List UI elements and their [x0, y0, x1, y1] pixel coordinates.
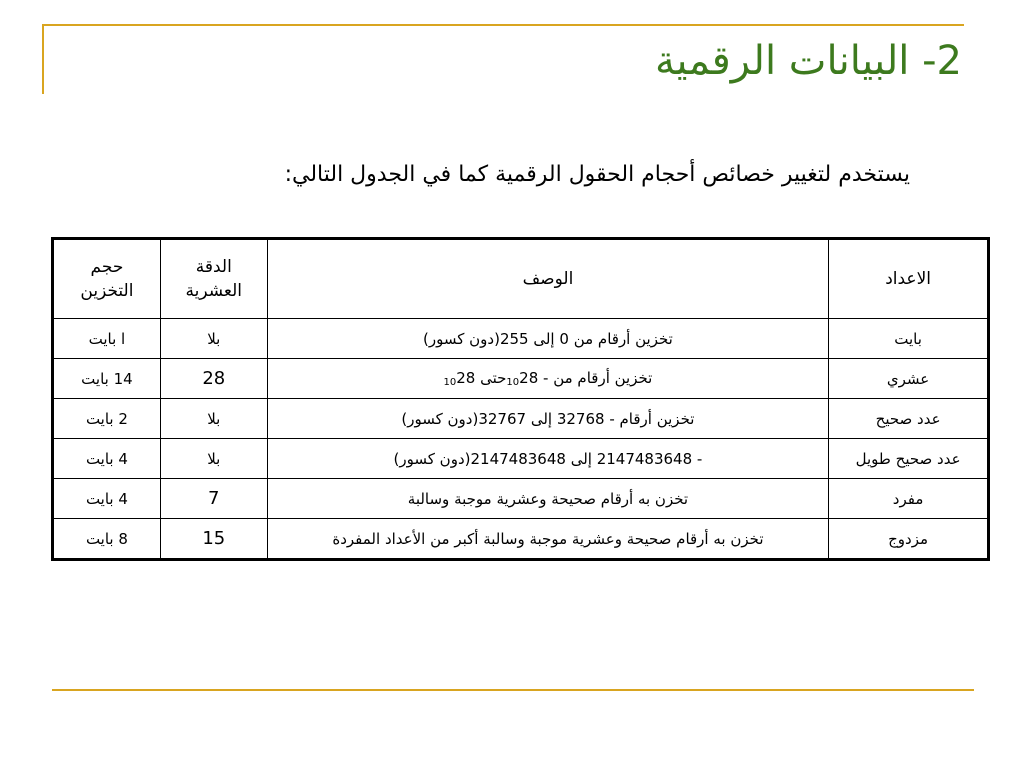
table-row [53, 519, 989, 560]
header-size [53, 239, 161, 319]
cell-description: تخزن به أرقام صحيحة وعشرية موجبة وسالبة أكبر من الأعداد المفردة [267, 519, 829, 560]
table-row [53, 439, 989, 479]
cell-setting: بايت [829, 319, 989, 359]
header-description [267, 239, 829, 319]
table-row [53, 399, 989, 439]
table-row [53, 479, 989, 519]
cell-description: تخزين أرقام من 0 إلى 255(دون كسور) [267, 319, 829, 359]
cell-description: تخزن به أرقام صحيحة وعشرية موجبة وسالبة [267, 479, 829, 519]
header-setting-label: الاعداد [885, 269, 931, 289]
desc-part: 28حتى [475, 369, 539, 387]
header-size-line1: حجم [90, 257, 124, 277]
cell-precision: 28 [160, 359, 267, 399]
slide-title: 2- البيانات الرقمية [654, 38, 962, 84]
numeric-fields-table [51, 237, 990, 561]
desc-subscript: 10 [506, 377, 520, 388]
header-precision-line2: العشرية [185, 281, 243, 301]
desc-subscript: 10 [443, 377, 457, 388]
left-accent-line [42, 24, 44, 94]
top-accent-line [42, 24, 964, 26]
intro-text: يستخدم لتغيير خصائص أحجام الحقول الرقمية كما في الجدول التالي: [284, 162, 910, 187]
cell-description: - 2147483648 إلى 2147483648(دون كسور) [267, 439, 829, 479]
cell-precision: 15 [160, 519, 267, 560]
cell-size: 4 بايت [53, 479, 161, 519]
cell-precision: بلا [160, 399, 267, 439]
cell-setting: عشري [829, 359, 989, 399]
table-row [53, 319, 989, 359]
cell-size: 2 بايت [53, 399, 161, 439]
cell-size: 4 بايت [53, 439, 161, 479]
cell-description [267, 359, 829, 399]
cell-setting: مزدوج [829, 519, 989, 560]
cell-size: 14 بايت [53, 359, 161, 399]
header-precision-line1: الدقة [195, 257, 232, 277]
desc-part: 28 [456, 369, 476, 387]
cell-setting: عدد صحيح [829, 399, 989, 439]
header-size-line2: التخزين [80, 281, 134, 301]
cell-size: 8 بايت [53, 519, 161, 560]
cell-precision: بلا [160, 319, 267, 359]
cell-description: تخزين أرقام - 32768 إلى 32767(دون كسور) [267, 399, 829, 439]
desc-part: تخزين أرقام من - [538, 369, 653, 387]
header-setting [829, 239, 989, 319]
table-row [53, 359, 989, 399]
header-description-label: الوصف [522, 269, 574, 289]
cell-precision: 7 [160, 479, 267, 519]
cell-size: ا بايت [53, 319, 161, 359]
cell-precision: بلا [160, 439, 267, 479]
cell-setting: مفرد [829, 479, 989, 519]
table-header-row [53, 239, 989, 319]
header-precision [160, 239, 267, 319]
bottom-accent-line [52, 689, 974, 691]
cell-setting: عدد صحيح طويل [829, 439, 989, 479]
